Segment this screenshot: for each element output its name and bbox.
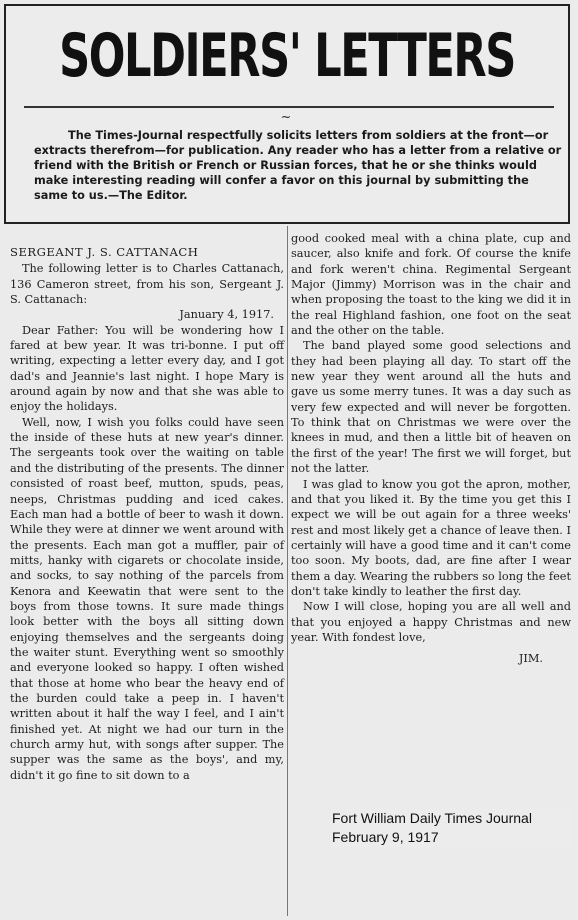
letter-paragraph: Now I will close, hoping you are all well and that you enjoyed a happy Christmas and new year. With fondest love, bbox=[291, 600, 571, 644]
caption-date: February 9, 1917 bbox=[332, 829, 439, 845]
article-left-column bbox=[10, 245, 284, 783]
column-divider bbox=[287, 226, 288, 916]
article-right-column bbox=[291, 231, 571, 667]
title-rule bbox=[24, 106, 554, 108]
letter-signoff: JIM. bbox=[518, 652, 543, 666]
article-byline: SERGEANT J. S. CATTANACH bbox=[10, 245, 199, 259]
masthead-title: SOLDIERS' LETTERS bbox=[59, 21, 515, 91]
letter-paragraph: Dear Father: You will be wondering how I fared at bew year. It was tri-bonne. I put off writing, expecting a letter every day, and I got dad's and Jeannie's last night. I hope Mary is around again by now and that she was able to enjoy the holidays. bbox=[10, 323, 284, 414]
caption-publication: Fort William Daily Times Journal bbox=[332, 810, 532, 826]
letter-paragraph: I was glad to know you got the apron, mother, and that you liked it. By the time you get this I expect we will be out again for a three weeks' rest and most likely get a chance of leave then. I certainly will have a good time and it can't come too soon. My boots, dad, are fine after I wear them a day. Wearing the rubbers so long the feet don't take kindly to leather the first day. bbox=[291, 477, 571, 598]
ornament-icon: ~ bbox=[280, 110, 292, 125]
letter-paragraph: The band played some good selections and they had been playing all day. To start off the new year they went around all the huts and gave us some merry tunes. It was a day such as very few expected and will never be forgotten. To think that on Christmas we were over the knees in mud, and then a little bit of heaven on the first of the year! The first we will forget, but not the latter. bbox=[291, 339, 571, 476]
letter-paragraph: good cooked meal with a china plate, cup and saucer, also knife and fork. Of course the knife and fork weren't china. Regimental Sergeant Major (Jimmy) Morrison was in the chair and when proposing the toast to the king we did it in the real Highland fashion, one foot on the seat and the other on the table. bbox=[291, 232, 571, 338]
letter-date: January 4, 1917. bbox=[179, 308, 274, 322]
letter-paragraph: Well, now, I wish you folks could have seen the inside of these huts at new year's dinner. The sergeants took over the waiting on table and the distributing of the presents. The dinner consisted of roast beef, mutton, spuds, peas, neeps, Christmas pudding and iced cakes. Each man had a bottle of beer to wash it down. While they were at dinner we went around with the presents. Each man got a muffler, pair of mitts, hanky with cigarets or chocolate inside, and socks, to say nothing of the parcels from Kenora and Keewatin that were sent to the boys from those towns. It sure made things look better with the boys all sitting down enjoying themselves and the sergeants doing the waiter stunt. Everything went so smoothly and everyone looked so happy. I often wished that those at home who bear the heavy end of the burden could take a peep in. I haven't written about it half the way I feel, and I ain't finished yet. At night we had our turn in the church army hut, with songs after supper. The supper was the same as the boys', and my, didn't it go fine to sit down to a bbox=[10, 415, 284, 782]
editor-notice: The Times-Journal respectfully solicits letters from soldiers at the front—or extracts therefrom—for publication. Any reader who has a letter from a relative or friend with the British or French or Russian forces, that he or she thinks would make interesting reading will confer a favor on this journal by submitting the same to us.—The Editor. bbox=[34, 129, 562, 202]
article-intro: The following letter is to Charles Cattanach, 136 Cameron street, from his son, Sergeant J. S. Cattanach: bbox=[10, 262, 284, 307]
source-caption bbox=[332, 809, 572, 847]
header-box bbox=[4, 4, 570, 224]
